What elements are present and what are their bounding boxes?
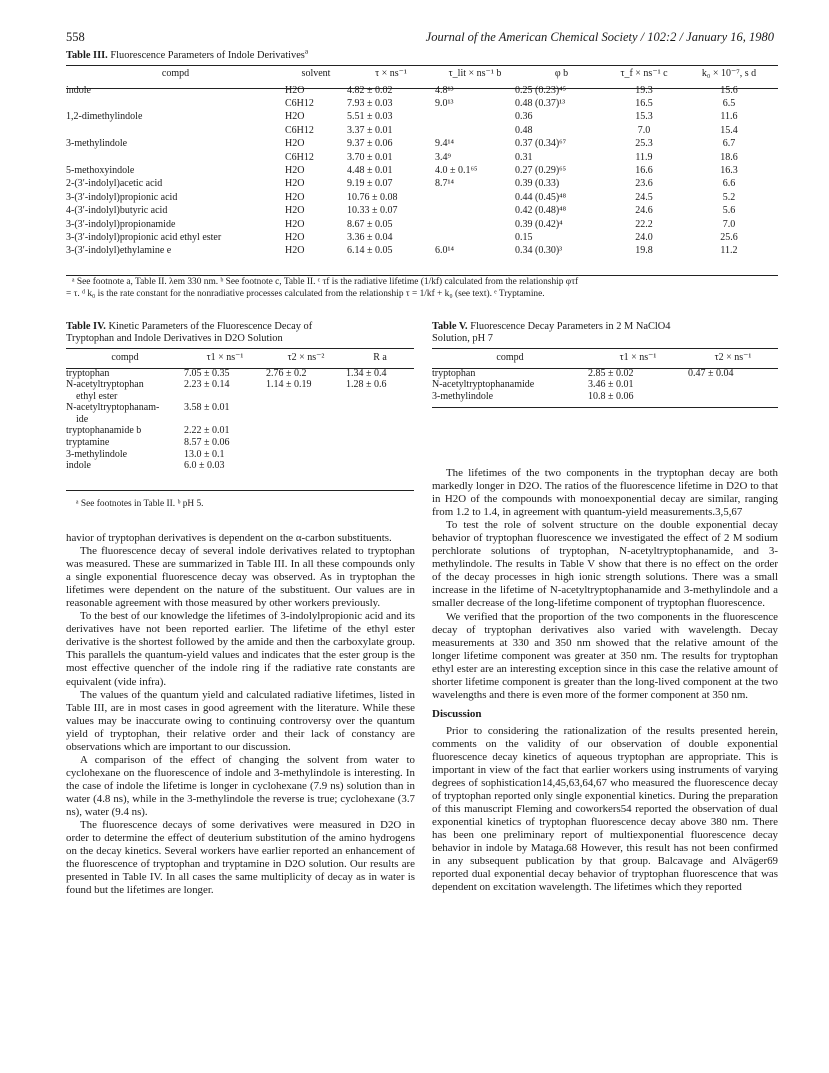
- table3-cell: 18.6: [720, 151, 738, 163]
- table3-cell: 0.44 (0.45)⁴⁸: [515, 191, 567, 203]
- table3-row: [66, 151, 778, 164]
- table3-cell: H2O: [285, 111, 305, 123]
- page-number: 558: [66, 30, 85, 44]
- table5-title-line2: Solution, pH 7: [432, 333, 493, 344]
- table3-cell: [435, 218, 515, 231]
- table4-cell: [266, 460, 346, 472]
- table3-cell: 15.3: [635, 111, 653, 123]
- table4-cell: [266, 449, 346, 461]
- table3-cell: 3.70 ± 0.01: [347, 151, 393, 163]
- table5-row: [432, 379, 778, 391]
- table5-top-rule: [432, 348, 778, 349]
- table3-cell: 9.37 ± 0.06: [347, 138, 393, 150]
- table3-title-mark: a: [304, 47, 309, 56]
- table4-col-header: R a: [373, 352, 387, 363]
- table3-bottom-rule: [66, 275, 778, 276]
- table3-cell: C6H12: [285, 124, 314, 136]
- paragraph: A comparison of the effect of changing the solvent from water to cyclohexane on the fluorescence of indole and 3-methylindole is interesting. In the case of indole the lifetime is longer in cyclohexane (7.9 ns) solution than in water (4.8 ns), while in the 3-methylindole the reverse is true; cyclohexane (3.7 ns), water (9.4 ns).: [66, 753, 415, 818]
- table3-row: [66, 244, 778, 257]
- table3-cell: 2-(3′-indolyl)acetic acid: [66, 178, 163, 190]
- table3-cell: 6.5: [722, 97, 736, 109]
- table3-row: [66, 137, 778, 150]
- table3-cell: 23.6: [635, 178, 653, 190]
- table3-cell: 0.48 (0.37)¹³: [515, 97, 566, 109]
- table4-cell: tryptophan: [66, 367, 110, 379]
- table4-title-line1: Kinetic Parameters of the Fluorescence Decay of: [108, 321, 313, 332]
- table3-col-header: φ b: [554, 68, 569, 79]
- table4-cell: [184, 391, 266, 403]
- table4-cell: ethyl ester: [76, 390, 118, 402]
- table3-cell: 0.39 (0.42)⁴: [515, 218, 563, 230]
- table3-cell: 3-(3′-indolyl)ethylamine e: [66, 245, 172, 257]
- table3-col-header: compd: [161, 68, 190, 79]
- table4-cell: indole: [66, 460, 91, 472]
- table3-row: [66, 164, 778, 177]
- table3-cell: 5.51 ± 0.03: [347, 111, 393, 123]
- table3-cell: 6.7: [722, 138, 736, 150]
- table3-cell: 3-(3′-indolyl)propionic acid ethyl ester: [66, 231, 222, 243]
- table4-row: [66, 368, 414, 380]
- table4-cell: 8.57 ± 0.06: [184, 437, 230, 449]
- table3-cell: H2O: [285, 138, 305, 150]
- table4-cell: 6.0 ± 0.03: [184, 460, 225, 472]
- table3-cell: [435, 110, 515, 123]
- table4-cell: tryptamine: [66, 437, 110, 449]
- table5-label: Table V.: [432, 321, 468, 332]
- table5-header-rule: [432, 368, 778, 369]
- table3-header-row: [66, 68, 778, 84]
- table3-cell: H2O: [285, 231, 305, 243]
- table3-cell: 9.4¹⁴: [435, 138, 454, 150]
- table3-header-rule: [66, 88, 778, 89]
- table3-cell: 15.4: [720, 124, 738, 136]
- table3-cell: 9.19 ± 0.07: [347, 178, 393, 190]
- table5-bottom-rule: [432, 407, 778, 408]
- table5-cell: 0.47 ± 0.04: [688, 367, 734, 379]
- table3-cell: H2O: [285, 164, 305, 176]
- table4-cell: [346, 402, 414, 414]
- table5: [432, 352, 778, 402]
- table3-cell: H2O: [285, 191, 305, 203]
- table3-cell: 11.6: [720, 111, 738, 123]
- table3-cell: 0.15: [515, 231, 533, 243]
- table5-row: [432, 391, 778, 403]
- table3-cell: 0.39 (0.33): [515, 178, 560, 190]
- table3-row: [66, 218, 778, 231]
- paragraph: To test the role of solvent structure on the double exponential decay behavior of tryptophan fluorescence we investigated the effect of 2 M sodium perchlorate solutions of tryptophan, N-acetyltryptophanamide, and 3-methylindole. The results in Table V show that there is no effect on the order of the decay processes in high ionic strength solutions. There was a small increase in the lifetime of N-acetyltryptophanamide and 3-methylindole and a smaller decrease of the long-lifetime component of tryptophan fluorescence.: [432, 519, 778, 610]
- table5-row: [432, 368, 778, 380]
- table3-cell: H2O: [285, 178, 305, 190]
- table3-title: Fluorescence Parameters of Indole Derivatives: [110, 50, 305, 61]
- table4-cell: [266, 391, 346, 403]
- table3-cell: indole: [66, 84, 91, 96]
- table3-row: [66, 177, 778, 190]
- table4-col-header: compd: [111, 352, 139, 363]
- table5-cell: [688, 391, 778, 403]
- table3-cell: 7.0: [722, 218, 736, 230]
- table4-cell: [266, 437, 346, 449]
- table4-row: [66, 425, 414, 437]
- paragraph: The lifetimes of the two components in the tryptophan decay are both markedly longer in D2O. The ratios of the fluorescence lifetime in D2O to that in H2O of the compounds with monoexponential decay are similar, ranging from 1.2 to 1.4, in agreement with quantum-yield measurements.3,5,67: [432, 467, 778, 519]
- table3-cell: 7.93 ± 0.03: [347, 97, 393, 109]
- table3-row: [66, 97, 778, 110]
- journal-header: Journal of the American Chemical Society / 102:2 / January 16, 1980: [425, 30, 774, 44]
- table3-col-header: solvent: [301, 68, 331, 79]
- table4-cell: ide: [76, 413, 89, 425]
- table4-row: [66, 414, 414, 426]
- table3-cell: H2O: [285, 205, 305, 217]
- table4-cell: [266, 402, 346, 414]
- table4-col-header: τ1 × ns⁻¹: [206, 352, 244, 363]
- table3-cell: 5-methoxyindole: [66, 164, 135, 176]
- table4-cell: N-acetyltryptophan: [66, 379, 144, 391]
- table4-title-line2: Tryptophan and Indole Derivatives in D2O Solution: [66, 333, 283, 344]
- table3-cell: 22.2: [635, 218, 653, 230]
- table3-cell: [435, 204, 515, 217]
- table3-cell: 25.3: [635, 138, 653, 150]
- table4-cell: [346, 460, 414, 472]
- table4-cell: [266, 425, 346, 437]
- table3-cell: 25.6: [720, 231, 738, 243]
- table3-cell: 0.37 (0.34)⁶⁷: [515, 138, 567, 150]
- table3-cell: 0.31: [515, 151, 533, 163]
- table3-cell: [435, 191, 515, 204]
- left-text-column: [66, 532, 415, 897]
- table3-cell: 6.0¹⁴: [435, 245, 454, 257]
- table3-cell: H2O: [285, 218, 305, 230]
- table3-col-header: τ_f × ns⁻¹ c: [620, 68, 668, 79]
- table3-cell: 0.25 (0.23)⁴⁵: [515, 84, 567, 96]
- table4-col-header: τ2 × ns⁻²: [287, 352, 325, 363]
- table4-row: [66, 402, 414, 414]
- table3-cell: 24.6: [635, 205, 653, 217]
- table3-cell: 11.2: [720, 245, 738, 257]
- table3-cell: 10.33 ± 0.07: [347, 205, 398, 217]
- table3-cell: 16.5: [635, 97, 653, 109]
- table3-cell: [435, 124, 515, 137]
- table3-cell: 5.6: [722, 205, 736, 217]
- table3-cell: [66, 124, 285, 137]
- table5-caption: [432, 321, 778, 345]
- table4-footnote: ᵃ See footnotes in Table II. ᵇ pH 5.: [76, 499, 204, 509]
- discussion-paragraph: Prior to considering the rationalization of the results presented herein, comments on the validity of our observation of double exponential fluorescence decay kinetics of aqueous tryptophan are appropriate. This is important in view of the fact that earlier workers using instruments of varying degrees of sophistication14,45,63,64,67 who measured the fluorescence decay of tryptophan reported only single exponential kinetics. During the preparation of this manuscript Fleming and coworkers54 reported the observation of dual exponential kinetics of tryptophan fluorescence decay above 380 nm. There has been one preliminary report of multiexponential fluorescence decay behavior in indole by Mataga.68 However, this result has not been confirmed in any subsequent publication by that group. Balcavage and Alväger69 reported dual exponential decay behavior of tryptophan fluorescence that was dependent on excitation wavelength. The lifetimes which they reported: [432, 724, 778, 894]
- table5-title-line1: Fluorescence Decay Parameters in 2 M NaClO4: [470, 321, 671, 332]
- table4-cell: 1.28 ± 0.6: [346, 379, 387, 391]
- table3-cell: 11.9: [635, 151, 653, 163]
- paragraph: The fluorescence decay of several indole derivatives related to tryptophan was measured. These are summarized in Table III. In all these compounds only a single exponential fluorescence decay was observed. As in tryptophan the lifetimes were dependent on the nature of the substituent. Our values are in reasonable agreement with those measured by other workers previously.: [66, 545, 415, 610]
- table5-cell: 3.46 ± 0.01: [588, 379, 634, 391]
- table4-cell: [346, 414, 414, 426]
- table4: [66, 352, 414, 472]
- paragraph: We verified that the proportion of the two components in the fluorescence decay of tryptophan derivatives also varied with wavelength. Decay measurements at 330 and 350 nm showed that the relative amount of the longer lifetime component was greater at 350 nm. The results for tryptophan ethyl ester are an interesting exception since in this case the relative amount of shorter lifetime component is greater than the long-lived component at the two wavelengths and there is even more of the former component at 350 nm.: [432, 610, 778, 701]
- table3-row: [66, 191, 778, 204]
- table4-row: [66, 449, 414, 461]
- table3-cell: [435, 231, 515, 244]
- table3-cell: 7.0: [637, 124, 651, 136]
- table3-footnote-1: ᵃ See footnote a, Table II. λem 330 nm. ᵇ See footnote c, Table II. ᶜ τf is the radiative lifetime (1/kf) calculated from the relationship φτf: [72, 277, 579, 287]
- table4-cell: 1.34 ± 0.4: [346, 367, 387, 379]
- table5-header-row: [432, 352, 778, 368]
- table3-cell: 3-(3′-indolyl)propionic acid: [66, 191, 178, 203]
- table4-cell: [266, 414, 346, 426]
- table3-cell: 19.3: [635, 84, 653, 96]
- table3-row: [66, 124, 778, 137]
- table5-cell: N-acetyltryptophanamide: [432, 379, 535, 391]
- table3-cell: 3-methylindole: [66, 138, 128, 150]
- table4-cell: 2.22 ± 0.01: [184, 425, 230, 437]
- paragraph: The fluorescence decays of some derivatives were measured in D2O in order to determine the effect of deuterium substitution of the amino hydrogens on the decay kinetics. Several workers have earlier reported an enhancement of the fluorescence of tryptophan and tryptamine in D2O solution. Our results are presented in Table IV. In all cases the same multiplicity of decay as in water is found but the lifetimes are longer.: [66, 819, 415, 897]
- table5-cell: [688, 379, 778, 391]
- table3-cell: 9.0¹³: [435, 97, 454, 109]
- table3-cell: 4.8¹³: [435, 84, 454, 96]
- table4-row: [66, 437, 414, 449]
- table3-col-header: τ × ns⁻¹: [375, 68, 407, 79]
- table4-top-rule: [66, 348, 414, 349]
- table3-caption: [66, 47, 309, 62]
- table3-cell: 4.0 ± 0.1⁶⁵: [435, 164, 478, 176]
- table3-cell: 16.6: [635, 164, 653, 176]
- table3-cell: C6H12: [285, 151, 314, 163]
- table4-cell: 1.14 ± 0.19: [266, 379, 312, 391]
- table3-cell: 10.76 ± 0.08: [347, 191, 398, 203]
- table3-cell: 0.48: [515, 124, 533, 136]
- table3-cell: 19.8: [635, 245, 653, 257]
- discussion-heading: Discussion: [432, 707, 482, 720]
- table4-cell: 13.0 ± 0.1: [184, 448, 225, 460]
- table4-cell: 2.76 ± 0.2: [266, 367, 307, 379]
- table5-col-header: compd: [496, 352, 524, 363]
- table4-cell: [346, 437, 414, 449]
- table4-cell: 2.23 ± 0.14: [184, 379, 230, 391]
- table3-cell: 6.6: [722, 178, 736, 190]
- table3-row: [66, 84, 778, 97]
- table3-row: [66, 231, 778, 244]
- table5-cell: 2.85 ± 0.02: [588, 367, 634, 379]
- paragraph: The values of the quantum yield and calculated radiative lifetimes, listed in Table III, are in most cases in good agreement with the literature. While these values may be inaccurate owing to continuing controversy over the quantum yield of tryptophan, their relative order and their lack of constancy are observations which are important to our discussion.: [66, 688, 415, 753]
- table3-top-rule: [66, 65, 778, 66]
- table4-row: [66, 379, 414, 391]
- table4-label: Table IV.: [66, 321, 106, 332]
- table3-cell: 4.82 ± 0.02: [347, 84, 393, 96]
- table4-bottom-rule: [66, 490, 414, 491]
- table3-cell: [66, 97, 285, 110]
- table3-cell: 4-(3′-indolyl)butyric acid: [66, 205, 168, 217]
- table4-cell: 3-methylindole: [66, 448, 128, 460]
- table3-cell: H2O: [285, 84, 305, 96]
- table3-cell: H2O: [285, 245, 305, 257]
- right-text-column: [432, 467, 778, 895]
- table4-header-rule: [66, 368, 414, 369]
- table4-cell: 3.58 ± 0.01: [184, 402, 230, 414]
- table4-cell: N-acetyltryptophanam-: [66, 402, 160, 414]
- paragraph: havior of tryptophan derivatives is dependent on the α-carbon substituents.: [66, 532, 392, 544]
- table3-col-header: τ_lit × ns⁻¹ b: [448, 68, 502, 79]
- table4-header-row: [66, 352, 414, 368]
- table4-cell: [346, 449, 414, 461]
- table3-cell: 3.4⁹: [435, 151, 451, 163]
- table3-cell: 24.0: [635, 231, 653, 243]
- paragraph: To the best of our knowledge the lifetimes of 3-indolylpropionic acid and its derivatives have not been reported earlier. The lifetime of the ethyl ester derivative is the shortest followed by the amide and then the carboxylate group. This parallels the quantum-yield values and indicates that the ester group is the most effective quencher of the indole ring if the radiative rate constants are equivalent (vide infra).: [66, 610, 415, 688]
- table3-cell: 4.48 ± 0.01: [347, 164, 393, 176]
- table5-cell: tryptophan: [432, 367, 476, 379]
- table3-row: [66, 204, 778, 217]
- table3-cell: 8.67 ± 0.05: [347, 218, 393, 230]
- table3-cell: 16.3: [720, 164, 738, 176]
- table5-col-header: τ2 × ns⁻¹: [714, 352, 752, 363]
- table3-cell: 6.14 ± 0.05: [347, 245, 393, 257]
- table3-cell: C6H12: [285, 97, 314, 109]
- table3-cell: [66, 151, 285, 164]
- table4-row: [66, 460, 414, 472]
- table3: [66, 68, 778, 258]
- table3-footnote-2: = τ. ᵈ k₀ is the rate constant for the nonradiative processes calculated from the relationship τ = 1/kf + k₀ (see text). ᵉ Tryptamine.: [66, 289, 545, 299]
- table5-col-header: τ1 × ns⁻¹: [619, 352, 657, 363]
- table4-cell: [346, 391, 414, 403]
- table4-row: [66, 391, 414, 403]
- table3-cell: 0.42 (0.48)⁴⁸: [515, 205, 567, 217]
- table3-cell: 1,2-dimethylindole: [66, 111, 143, 123]
- table4-caption: [66, 321, 414, 345]
- table3-cell: 3.37 ± 0.01: [347, 124, 393, 136]
- table3-cell: 3.36 ± 0.04: [347, 231, 393, 243]
- table3-cell: 0.34 (0.30)³: [515, 245, 563, 257]
- table4-cell: [184, 414, 266, 426]
- table5-cell: 10.8 ± 0.06: [588, 390, 634, 402]
- table4-cell: 7.05 ± 0.35: [184, 367, 230, 379]
- table3-cell: 0.27 (0.29)⁶⁵: [515, 164, 567, 176]
- table3-cell: 24.5: [635, 191, 653, 203]
- table3-cell: 3-(3′-indolyl)propionamide: [66, 218, 176, 230]
- table4-cell: [346, 425, 414, 437]
- table5-cell: 3-methylindole: [432, 390, 494, 402]
- table3-label: Table III.: [66, 50, 108, 61]
- table3-cell: 0.36: [515, 111, 533, 123]
- table3-cell: 15.6: [720, 84, 738, 96]
- table3-cell: 8.7¹⁴: [435, 178, 454, 190]
- table4-cell: tryptophanamide b: [66, 425, 142, 437]
- table3-row: [66, 110, 778, 123]
- table3-cell: 5.2: [722, 191, 736, 203]
- table3-col-header: k₀ × 10⁻⁷, s d: [701, 68, 757, 79]
